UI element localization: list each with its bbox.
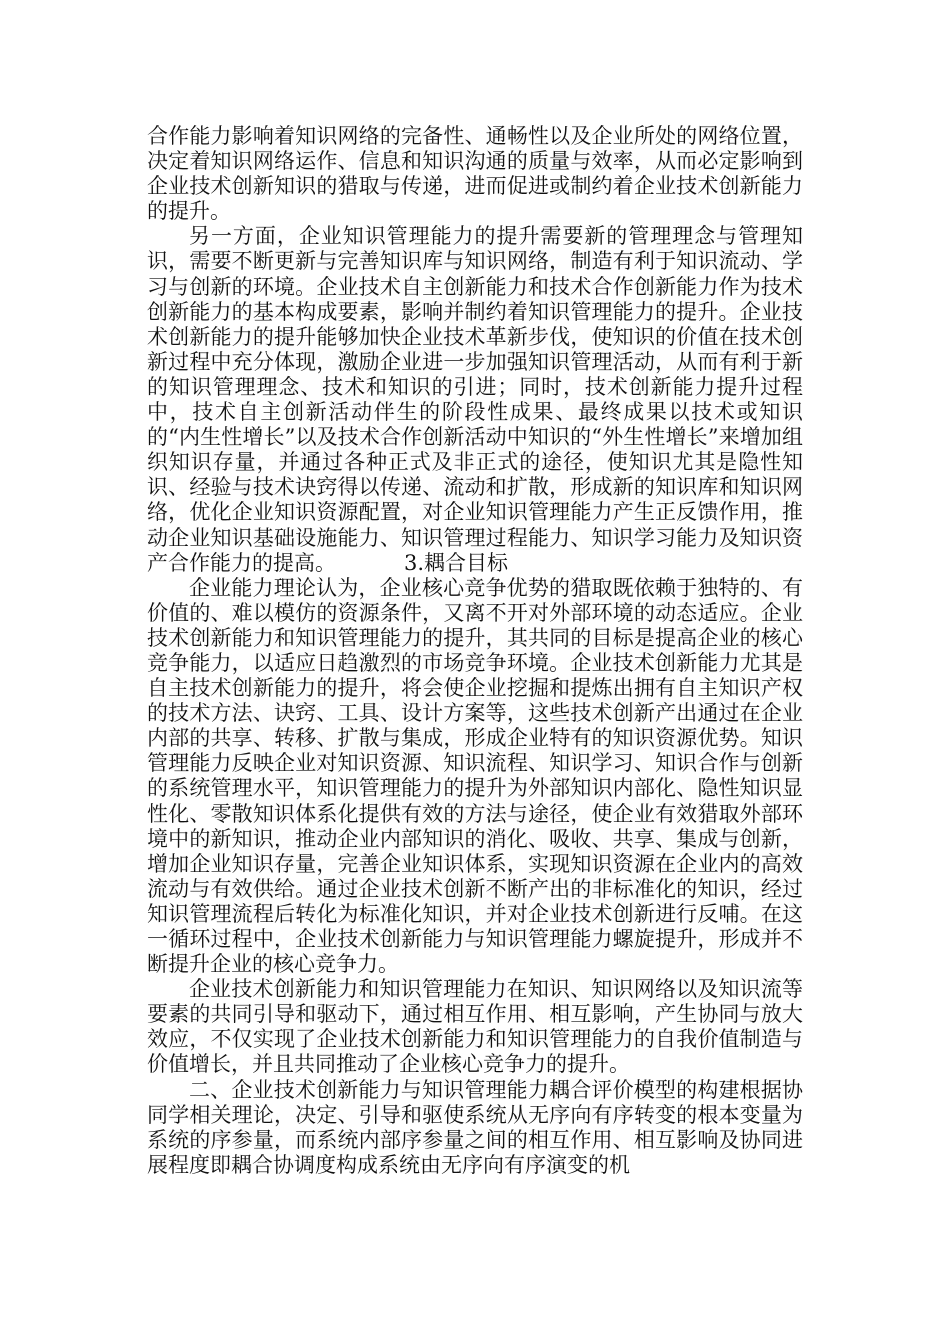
paragraph-2 <box>147 224 803 575</box>
section-heading-3: 3.耦合目标 <box>404 550 509 575</box>
paragraph-1: 合作能力影响着知识网络的完备性、通畅性以及企业所处的网络位置，决定着知识网络运作、信息和知识沟通的质量与效率，从而必定影响到企业技术创新知识的猎取与传递，进而促进或制约着企业技术创新能力的提升。 <box>147 124 803 224</box>
paragraph-5: 二、企业技术创新能力与知识管理能力耦合评价模型的构建根据协同学相关理论，决定、引导和驱使系统从无序向有序转变的根本变量为系统的序参量，而系统内部序参量之间的相互作用、相互影响及协同进展程度即耦合协调度构成系统由无序向有序演变的机 <box>147 1077 803 1177</box>
paragraph-2-text: 另一方面，企业知识管理能力的提升需要新的管理理念与管理知识，需要不断更新与完善知识库与知识网络，制造有利于知识流动、学习与创新的环境。企业技术自主创新能力和技术合作创新能力作为技术创新能力的基本构成要素，影响并制约着知识管理能力的提升。企业技术创新能力的提升能够加快企业技术革新步伐，使知识的价值在技术创新过程中充分体现，激励企业进一步加强知识管理活动，从而有利于新的知识管理理念、技术和知识的引进；同时，技术创新能力提升过程中，技术自主创新活动伴生的阶段性成果、最终成果以技术或知识的“内生性增长”以及技术合作创新活动中知识的“外生性增长”来增加组织知识存量，并通过各种正式及非正式的途径，使知识尤其是隐性知识、经验与技术诀窍得以传递、流动和扩散，形成新的知识库和知识网络，优化企业知识资源配置，对企业知识管理能力产生正反馈作用，推动企业知识基础设施能力、知识管理过程能力、知识学习能力及知识资产合作能力的提高。 <box>147 224 803 575</box>
paragraph-3: 企业能力理论认为，企业核心竞争优势的猎取既依赖于独特的、有价值的、难以模仿的资源条件，又离不开对外部环境的动态适应。企业技术创新能力和知识管理能力的提升，其共同的目标是提高企业的核心竞争能力，以适应日趋激烈的市场竞争环境。企业技术创新能力尤其是自主技术创新能力的提升，将会使企业挖掘和提炼出拥有自主知识产权的技术方法、诀窍、工具、设计方案等，这些技术创新产出通过在企业内部的共享、转移、扩散与集成，形成企业特有的知识资源优势。知识管理能力反映企业对知识资源、知识流程、知识学习、知识合作与创新的系统管理水平，知识管理能力的提升为外部知识内部化、隐性知识显性化、零散知识体系化提供有效的方法与途径，使企业有效猎取外部环境中的新知识，推动企业内部知识的消化、吸收、共享、集成与创新，增加企业知识存量，完善企业知识体系，实现知识资源在企业内的高效流动与有效供给。通过企业技术创新不断产出的非标准化的知识，经过知识管理流程后转化为标准化知识，并对企业技术创新进行反哺。在这一循环过程中，企业技术创新能力与知识管理能力螺旋提升，形成并不断提升企业的核心竞争力。 <box>147 575 803 977</box>
document-body <box>147 124 803 1178</box>
paragraph-4: 企业技术创新能力和知识管理能力在知识、知识网络以及知识流等要素的共同引导和驱动下，通过相互作用、相互影响，产生协同与放大效应，不仅实现了企业技术创新能力和知识管理能力的自我价值制造与价值增长，并且共同推动了企业核心竞争力的提升。 <box>147 977 803 1077</box>
